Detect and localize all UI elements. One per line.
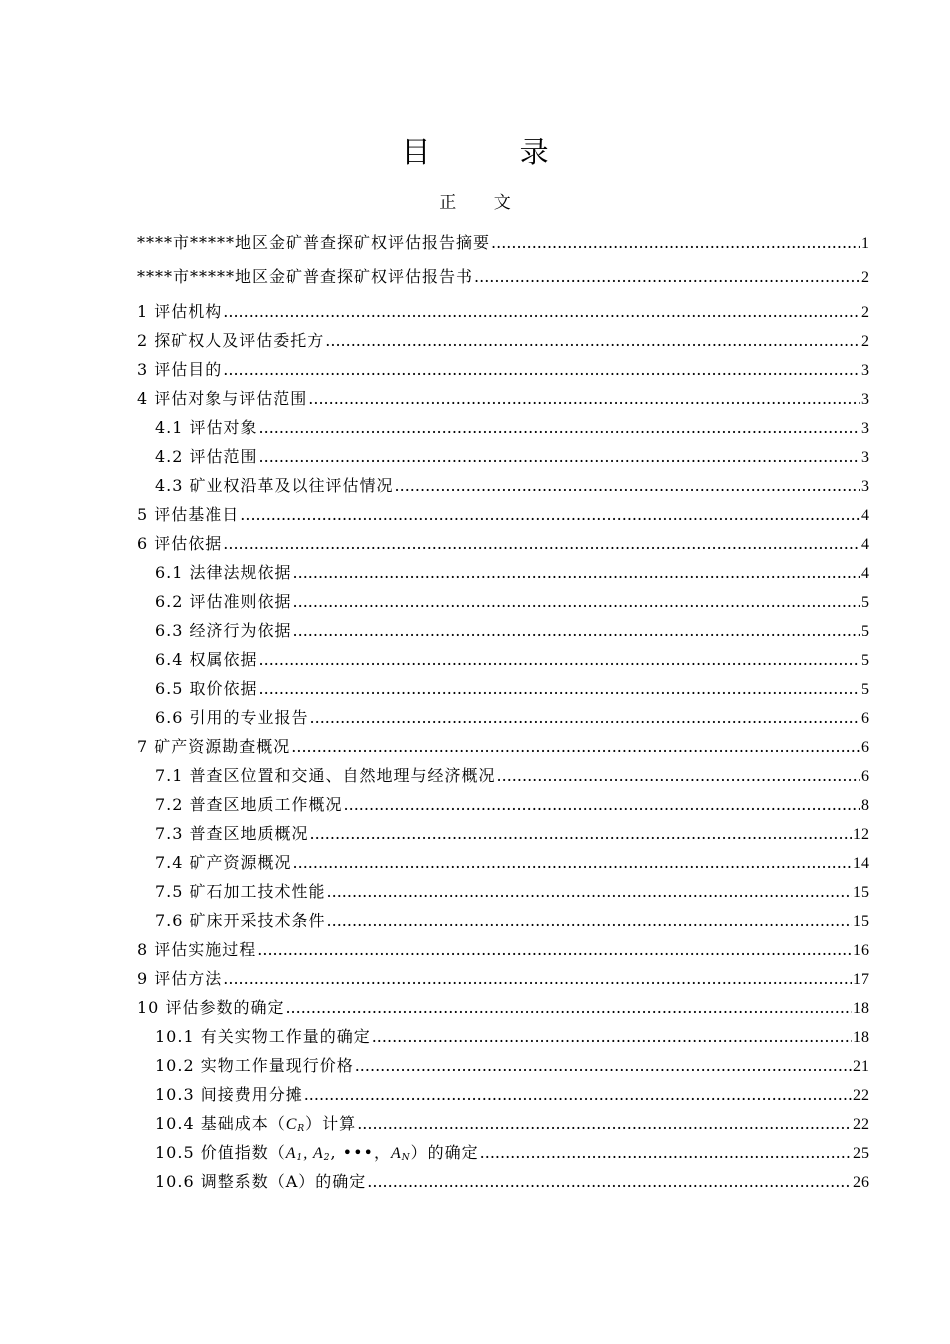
section-subtitle: 正 文 [439, 193, 527, 213]
toc-page-number: 4 [861, 565, 869, 582]
toc-entry[interactable]: 4.2 评估范围 ..... 3 [155, 442, 869, 471]
toc-entry[interactable]: 5 评估基准日 ..... 4 [137, 500, 869, 529]
toc-entry[interactable]: 10.4 基础成本$(C_R)$计算 ..... 22 [155, 1109, 869, 1138]
toc-page-number: 5 [861, 652, 869, 669]
toc-page-number: 3 [861, 420, 869, 437]
toc-entry[interactable]: 8 评估实施过程 ..... 16 [137, 935, 869, 964]
toc-page-number: 16 [853, 942, 869, 959]
toc-page-number: 3 [861, 362, 869, 379]
formula-symbol: A [285, 1145, 297, 1162]
formula-subscript: N [401, 1153, 411, 1163]
toc-page-number: 22 [853, 1116, 869, 1133]
toc-page-number: 26 [853, 1174, 869, 1191]
toc-entry[interactable]: 4.3 矿业权沿革及以往评估情况 ..... 3 [155, 471, 869, 500]
toc-entry[interactable]: 6.2 评估准则依据 ..... 5 [155, 587, 869, 616]
toc-page-number: 5 [861, 594, 869, 611]
toc-page-number: 18 [853, 1000, 869, 1017]
toc-entry[interactable]: 2 探矿权人及评估委托方 ..... 2 [137, 326, 869, 355]
toc-page-number: 5 [861, 681, 869, 698]
toc-entry[interactable]: 6.5 取价依据 ..... 5 [155, 674, 869, 703]
toc-entry[interactable]: 10.1 有关实物工作量的确定 ..... 18 [155, 1022, 869, 1051]
toc-entry[interactable]: 4.1 评估对象 ..... 3 [155, 413, 869, 442]
toc-page-number: 18 [853, 1029, 869, 1046]
toc-page-number: 6 [861, 768, 869, 785]
toc-entry[interactable]: 9 评估方法 ..... 17 [137, 964, 869, 993]
toc-entry[interactable]: 6.1 法律法规依据 ..... 4 [155, 558, 869, 587]
toc-page-number: 3 [861, 478, 869, 495]
toc-entry[interactable]: 6 评估依据 ..... 4 [137, 529, 869, 558]
formula-subscript: 2 [323, 1153, 331, 1163]
toc-entry[interactable]: 6.4 权属依据 ..... 5 [155, 645, 869, 674]
toc-page-number: 6 [861, 710, 869, 727]
toc-entry[interactable]: 7.4 矿产资源概况 ..... 14 [155, 848, 869, 877]
toc-page-number: 4 [861, 507, 869, 524]
toc-page-number: 25 [853, 1145, 869, 1162]
toc-entry[interactable]: 7.2 普查区地质工作概况 ..... 8 [155, 790, 869, 819]
toc-entry[interactable]: 10.3 间接费用分摊 ..... 22 [155, 1080, 869, 1109]
toc-entry[interactable]: 6.6 引用的专业报告 ..... 6 [155, 703, 869, 732]
toc-entry[interactable]: 7 矿产资源勘查概况 ..... 6 [137, 732, 869, 761]
formula-subscript: R [297, 1124, 306, 1134]
toc-page-number: 21 [853, 1058, 869, 1075]
toc-page-number: 12 [853, 826, 869, 843]
toc-page-number: 8 [861, 797, 869, 814]
formula-symbol: A [390, 1145, 402, 1162]
page-title: 目 录 [401, 135, 589, 169]
toc-page-number: 5 [861, 623, 869, 640]
toc-page-number: 2 [861, 333, 869, 350]
toc-entry[interactable]: 7.3 普查区地质概况 ..... 12 [155, 819, 869, 848]
toc-page-number: 3 [861, 449, 869, 466]
formula-subscript: 1 [296, 1153, 304, 1163]
toc-entry[interactable]: 7.5 矿石加工技术性能 ..... 15 [155, 877, 869, 906]
formula-symbol: A [312, 1145, 324, 1162]
toc-entry[interactable]: 6.3 经济行为依据 ..... 5 [155, 616, 869, 645]
toc-page-number: 22 [853, 1087, 869, 1104]
toc-entry[interactable]: ****市*****地区金矿普查探矿权评估报告摘要 ..... 1 [137, 228, 869, 257]
toc-page-number: 14 [853, 855, 869, 872]
toc-page-number: 2 [861, 269, 869, 286]
toc-entry[interactable]: 7.6 矿床开采技术条件 ..... 15 [155, 906, 869, 935]
formula-symbol: C [285, 1116, 298, 1133]
toc-page-number: 2 [861, 304, 869, 321]
toc-entry[interactable]: 4 评估对象与评估范围 ..... 3 [137, 384, 869, 413]
toc-page-number: 15 [853, 884, 869, 901]
toc-page-number: 1 [861, 235, 869, 252]
toc-entry[interactable]: 10.6 调整系数（A）的确定 ..... 26 [155, 1167, 869, 1196]
toc-page-number: 4 [861, 536, 869, 553]
toc-entry[interactable]: ****市*****地区金矿普查探矿权评估报告书 ..... 2 [137, 262, 869, 291]
toc-entry[interactable]: 1 评估机构 ..... 2 [137, 297, 869, 326]
toc-entry[interactable]: 10 评估参数的确定 ..... 18 [137, 993, 869, 1022]
toc-entry[interactable]: 10.5 价值指数（$A_1$, $A_2$, •••，$A_N$）的确定 ..... 25 [155, 1138, 869, 1167]
toc-page-number: 17 [853, 971, 869, 988]
toc-page-number: 6 [861, 739, 869, 756]
toc-entry[interactable]: 3 评估目的 ..... 3 [137, 355, 869, 384]
toc-entry[interactable]: 7.1 普查区位置和交通、自然地理与经济概况 ..... 6 [155, 761, 869, 790]
toc-entry[interactable]: 10.2 实物工作量现行价格 ..... 21 [155, 1051, 869, 1080]
toc-page-number: 15 [853, 913, 869, 930]
toc-page-number: 3 [861, 391, 869, 408]
